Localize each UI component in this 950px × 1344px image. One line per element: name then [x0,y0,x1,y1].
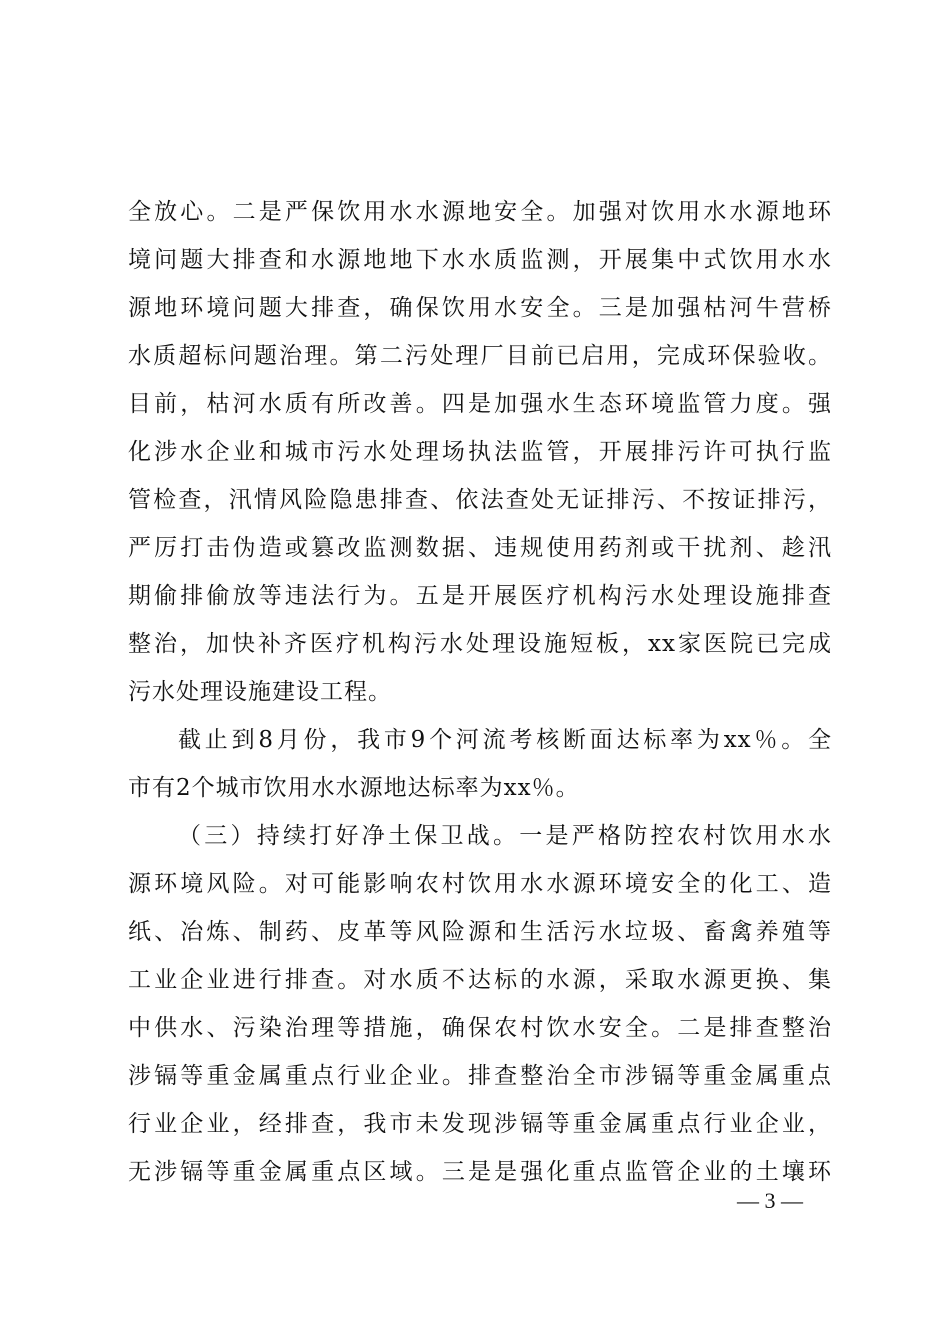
text-line: 截止到8月份，我市9个河流考核断面达标率为xx％。全 [178,727,832,753]
text-line: 境问题大排查和水源地地下水水质监测，开展集中式饮用水水 [128,247,832,273]
text-line: 全放心。二是严保饮用水水源地安全。加强对饮用水水源地环 [128,199,832,225]
text-line: 源环境风险。对可能影响农村饮用水水源环境安全的化工、造 [128,871,832,897]
text-line: 污水处理设施建设工程。 [128,679,392,705]
text-line: 源地环境问题大排查，确保饮用水安全。三是加强枯河牛营桥 [128,295,832,321]
text-line: 管检查，汛情风险隐患排查、依法查处无证排污、不按证排污， [128,487,832,513]
text-line: 水质超标问题治理。第二污处理厂目前已启用，完成环保验收。 [128,343,832,369]
text-line: 化涉水企业和城市污水处理场执法监管，开展排污许可执行监 [128,439,832,465]
text-line: 纸、冶炼、制药、皮革等风险源和生活污水垃圾、畜禽养殖等 [128,919,832,945]
text-line: 涉镉等重金属重点行业企业。排查整治全市涉镉等重金属重点 [128,1063,832,1089]
text-line: 目前，枯河水质有所改善。四是加强水生态环境监管力度。强 [128,391,832,417]
text-line: 中供水、污染治理等措施，确保农村饮水安全。二是排查整治 [128,1015,832,1041]
text-line: 无涉镉等重金属重点区域。三是是强化重点监管企业的土壤环 [128,1159,832,1185]
text-line: 期偷排偷放等违法行为。五是开展医疗机构污水处理设施排查 [128,583,832,609]
text-line: 严厉打击伪造或篡改监测数据、违规使用药剂或干扰剂、趁汛 [128,535,832,561]
text-line: 工业企业进行排查。对水质不达标的水源，采取水源更换、集 [128,967,832,993]
section-heading-line: （三）持续打好净土保卫战。一是严格防控农村饮用水水 [178,823,832,849]
text-line: 市有2个城市饮用水水源地达标率为xx％。 [128,775,580,801]
page-number: — 3 — [737,1188,803,1213]
text-line: 行业企业，经排查，我市未发现涉镉等重金属重点行业企业， [128,1111,832,1137]
text-line: 整治，加快补齐医疗机构污水处理设施短板，xx家医院已完成 [128,631,832,657]
